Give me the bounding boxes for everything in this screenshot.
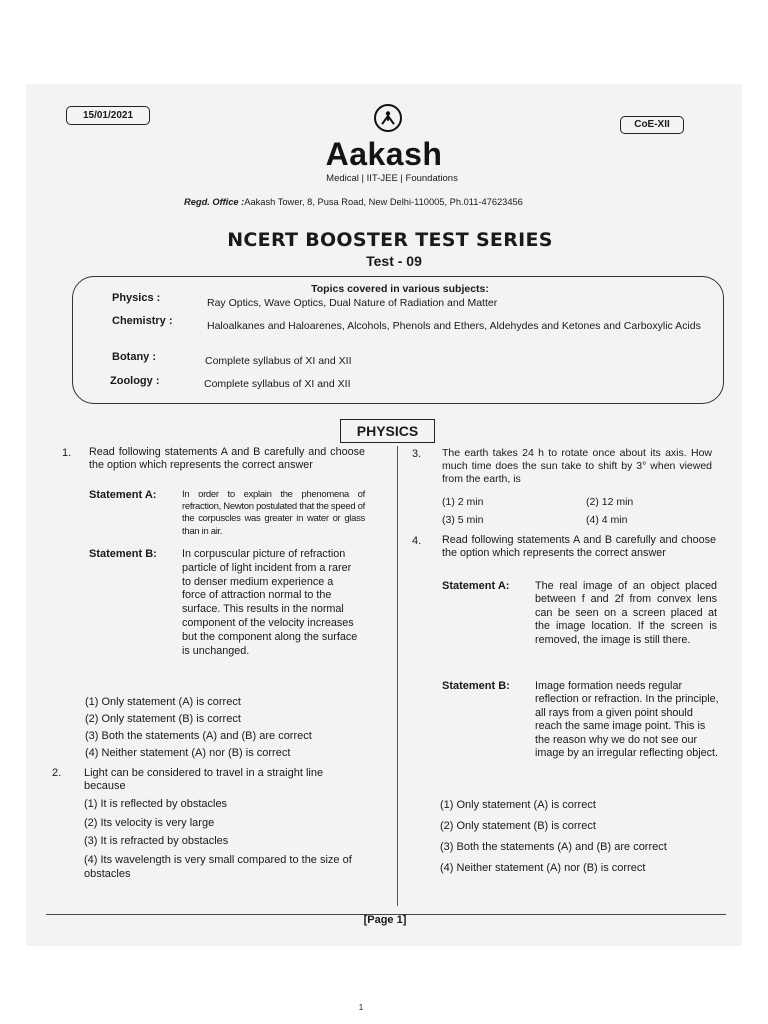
brand-name: Aakash (325, 136, 443, 172)
topic-desc-physics: Ray Optics, Wave Optics, Dual Nature of Radiation and Matter (207, 297, 498, 309)
topic-desc-zoology: Complete syllabus of XI and XII (204, 378, 351, 390)
q4-number: 4. (412, 535, 422, 547)
q3-option-4[interactable]: (4) 4 min (586, 514, 628, 526)
q2-option-4[interactable]: (4) Its wavelength is very small compared to the size of obstacles (84, 854, 352, 880)
q4-option-4[interactable]: (4) Neither statement (A) nor (B) is correct (440, 862, 646, 874)
brand-tagline: Medical | IIT-JEE | Foundations (326, 173, 458, 184)
q1-text: Read following statements A and B carefully and choose the option which represents the correct answer (89, 446, 365, 472)
q1-option-3[interactable]: (3) Both the statements (A) and (B) are correct (85, 730, 312, 742)
regd-office-label: Regd. Office : (184, 197, 245, 207)
q4-option-3[interactable]: (3) Both the statements (A) and (B) are correct (440, 841, 667, 853)
q4-statement-a-label: Statement A: (442, 580, 510, 592)
column-divider (397, 446, 398, 906)
topic-subject-botany: Botany : (112, 351, 156, 363)
q1-option-2[interactable]: (2) Only statement (B) is correct (85, 713, 241, 725)
topic-subject-physics: Physics : (112, 292, 161, 304)
q1-statement-b-label: Statement B: (89, 548, 157, 560)
q2-option-3[interactable]: (3) It is refracted by obstacles (84, 835, 229, 847)
topic-subject-chemistry: Chemistry : (112, 315, 173, 327)
topic-desc-chemistry: Haloalkanes and Haloarenes, Alcohols, Phenols and Ethers, Aldehydes and Ketones and Carboxylic Acids (207, 320, 701, 332)
q4-option-1[interactable]: (1) Only statement (A) is correct (440, 799, 596, 811)
regd-office-address: Aakash Tower, 8, Pusa Road, New Delhi-110005, Ph.011-47623456 (244, 197, 523, 207)
page-label: [Page 1] (363, 914, 407, 926)
q4-text: Read following statements A and B carefully and choose the option which represents the correct answer (442, 534, 716, 560)
q1-statement-a-label: Statement A: (89, 489, 157, 501)
q2-option-2[interactable]: (2) Its velocity is very large (84, 817, 215, 829)
q3-option-2[interactable]: (2) 12 min (586, 496, 634, 508)
q4-statement-b-label: Statement B: (442, 680, 510, 692)
aakash-logo-icon (374, 104, 402, 132)
q3-option-1[interactable]: (1) 2 min (442, 496, 484, 508)
q3-text: The earth takes 24 h to rotate once about its axis. How much time does the sun take to shift by 3° when viewed from the earth, is (442, 447, 712, 485)
test-title: Test - 09 (366, 253, 422, 269)
q4-option-2[interactable]: (2) Only statement (B) is correct (440, 820, 596, 832)
topics-heading: Topics covered in various subjects: (311, 283, 489, 295)
q2-option-1[interactable]: (1) It is reflected by obstacles (84, 798, 228, 810)
q3-number: 3. (412, 448, 422, 460)
q1-option-1[interactable]: (1) Only statement (A) is correct (85, 696, 241, 708)
q1-number: 1. (62, 447, 72, 459)
code-badge: CoE-XII (620, 116, 684, 134)
regd-office (184, 196, 523, 208)
date-badge: 15/01/2021 (66, 106, 150, 125)
q2-text: Light can be considered to travel in a straight line because (84, 767, 324, 793)
q1-statement-b: In corpuscular picture of refraction particle of light incident from a rarer to denser medium experience a force of attraction normal to the surface. This results in the normal component of the velocity increases but the component along the surface is unchanged. (182, 548, 358, 657)
q3-option-3[interactable]: (3) 5 min (442, 514, 484, 526)
q4-statement-a: The real image of an object placed between f and 2f from convex lens can be seen on a screen placed at the image location. If the screen is removed, the image is still there. (535, 580, 717, 646)
topic-subject-zoology: Zoology : (110, 375, 160, 387)
q1-statement-a: In order to explain the phenomena of refraction, Newton postulated that the speed of the corpuscles was greater in water or glass than in air. (182, 489, 365, 537)
topic-desc-botany: Complete syllabus of XI and XII (205, 355, 352, 367)
q4-statement-b: Image formation needs regular reflection or refraction. In the principle, all rays from a given point should reach the same image point. This is the reason why we do not see our image by an irregular reflecting object. (535, 680, 719, 760)
q2-number: 2. (52, 767, 62, 779)
section-heading: PHYSICS (340, 419, 435, 443)
q1-option-4[interactable]: (4) Neither statement (A) nor (B) is correct (85, 747, 291, 759)
series-title: NCERT BOOSTER TEST SERIES (227, 229, 553, 251)
page-number: 1 (358, 1003, 364, 1012)
